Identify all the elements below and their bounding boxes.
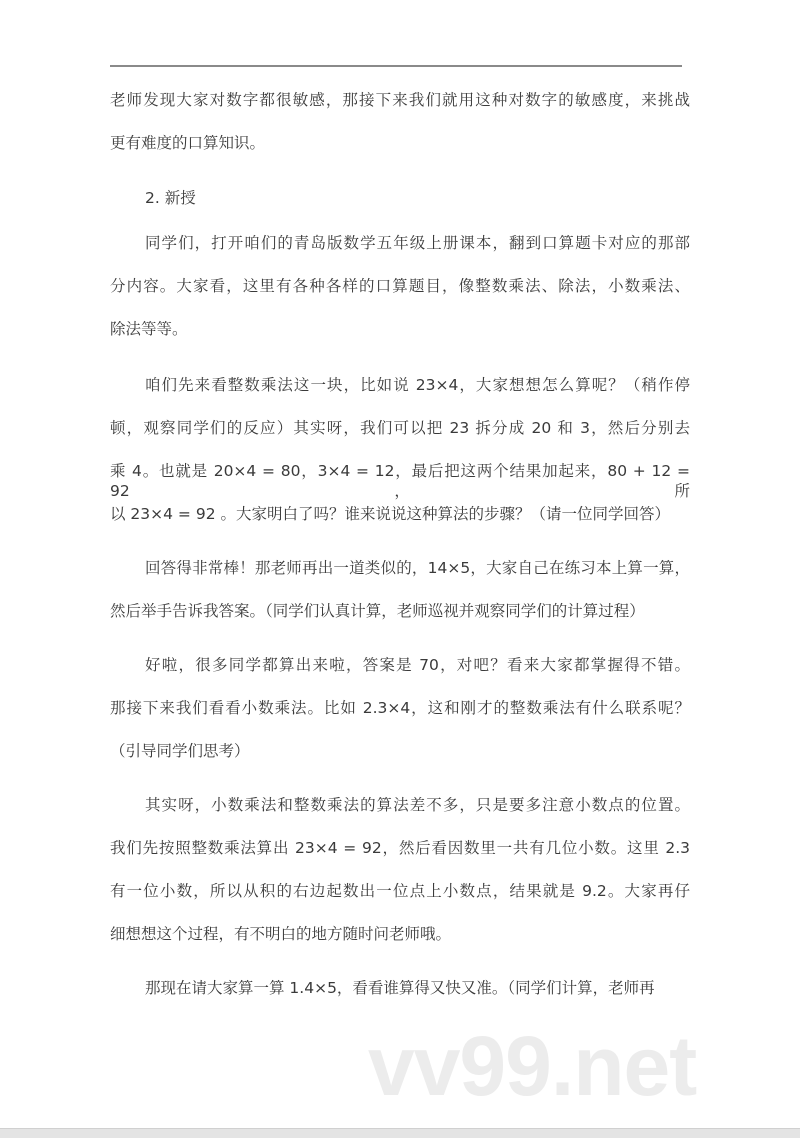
text-line: 那现在请大家算一算 1.4×5，看看谁算得又快又准。（同学们计算，老师再 bbox=[145, 979, 655, 997]
text-line: （引导同学们思考） bbox=[110, 742, 250, 760]
text-line: 更有难度的口算知识。 bbox=[110, 134, 266, 152]
text-line: 除法等等。 bbox=[110, 320, 188, 338]
text-line: 同学们，打开咱们的青岛版数学五年级上册课本，翻到口算题卡对应的那部 bbox=[145, 234, 690, 252]
text-line: 分内容。大家看，这里有各种各样的口算题目，像整数乘法、除法，小数乘法、 bbox=[110, 277, 690, 295]
watermark: vv99.net bbox=[368, 1019, 697, 1113]
text-line: 咱们先来看整数乘法这一块，比如说 23×4，大家想想怎么算呢？（稍作停 bbox=[145, 376, 690, 394]
text-line: 以 23×4 = 92 。大家明白了吗？谁来说说这种算法的步骤？（请一位同学回答） bbox=[110, 505, 670, 523]
text-line: 那接下来我们看看小数乘法。比如 2.3×4，这和刚才的整数乘法有什么联系呢？ bbox=[110, 699, 690, 717]
text-line: 细想想这个过程，有不明白的地方随时问老师哦。 bbox=[110, 925, 452, 943]
section-heading: 2. 新授 bbox=[145, 189, 196, 207]
text-line: 老师发现大家对数字都很敏感，那接下来我们就用这种对数字的敏感度，来挑战 bbox=[110, 91, 690, 109]
text-line: 回答得非常棒！那老师再出一道类似的，14×5，大家自己在练习本上算一算， bbox=[145, 559, 690, 577]
text-line: 其实呀，小数乘法和整数乘法的算法差不多，只是要多注意小数点的位置。 bbox=[145, 796, 690, 814]
text-line: 有一位小数，所以从积的右边起数出一位点上小数点，结果就是 9.2。大家再仔 bbox=[110, 882, 690, 900]
text-line: 然后举手告诉我答案。（同学们认真计算，老师巡视并观察同学们的计算过程） bbox=[110, 602, 645, 620]
text-line: 乘 4。也就是 20×4 = 80，3×4 = 12，最后把这两个结果加起来，80 + 12 = 92，所 bbox=[110, 462, 690, 500]
text-line: 顿，观察同学们的反应）其实呀，我们可以把 23 拆分成 20 和 3，然后分别去 bbox=[110, 419, 690, 437]
text-line: 我们先按照整数乘法算出 23×4 = 92，然后看因数里一共有几位小数。这里 2.3 bbox=[110, 839, 690, 857]
header-rule bbox=[110, 65, 682, 67]
text-line: 好啦，很多同学都算出来啦，答案是 70，对吧？看来大家都掌握得不错。 bbox=[145, 656, 690, 674]
